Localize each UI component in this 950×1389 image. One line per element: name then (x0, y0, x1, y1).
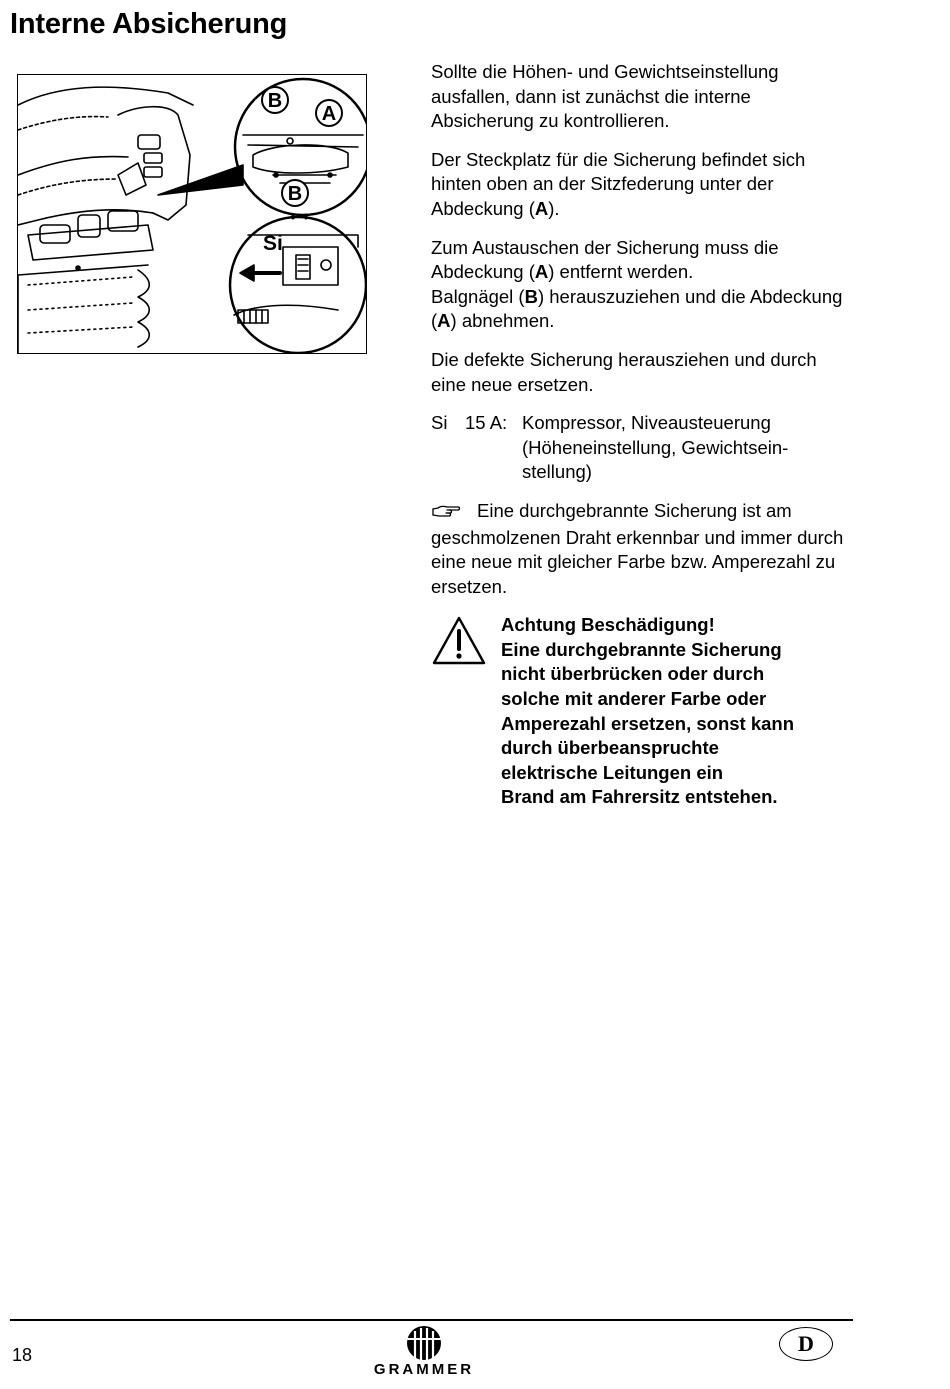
label-b-bottom: B (287, 183, 303, 205)
warning-line: elektrische Leitungen ein (501, 761, 724, 783)
grammer-logo-icon (368, 1325, 480, 1361)
warning-line: Achtung Beschädigung! (501, 614, 715, 636)
brand-name: GRAMMER (373, 1361, 475, 1378)
warning-line: Amperezahl ersetzen, sonst kann (501, 712, 795, 734)
label-a: A (321, 103, 337, 125)
brand-logo (368, 1325, 480, 1381)
label-si: Si (263, 232, 283, 255)
footer-rule (10, 1319, 853, 1321)
fuse-designation: Si (431, 412, 448, 434)
seat-drawing (18, 75, 367, 354)
instructions-column (431, 60, 851, 810)
warning-line: nicht überbrücken oder durch (501, 663, 765, 685)
pointing-hand-icon (431, 501, 467, 526)
intro-paragraph: Sollte die Höhen- und Gewichtseinstellung ausfallen, dann ist zunächst die interne Absicherung zu kontrollieren. (431, 61, 779, 132)
seat-fuse-illustration (17, 74, 367, 354)
replace-paragraph-1: Zum Austauschen der Sicherung muss die Abdeckung (A) entfernt werden. (431, 236, 779, 283)
warning-box (431, 613, 851, 810)
replace-paragraph-2: Balgnägel (B) herauszuziehen und die Abdeckung (A) abnehmen. (431, 285, 843, 332)
hint-paragraph: Eine durchgebrannte Sicherung ist am geschmolzenen Draht erkennbar und immer durch eine neue mit gleicher Farbe bzw. Amperezahl zu ersetzen. (431, 499, 844, 597)
defect-paragraph: Die defekte Sicherung herausziehen und durch eine neue ersetzen. (431, 348, 817, 395)
fuse-rating: 15 A: (465, 412, 508, 434)
warning-line: Brand am Fahrersitz entstehen. (501, 786, 778, 808)
warning-line: Eine durchgebrannte Sicherung (501, 638, 782, 660)
warning-text (501, 613, 794, 810)
language-badge: D (779, 1327, 833, 1361)
warning-triangle-icon (431, 613, 501, 810)
fuse-spec (431, 411, 851, 485)
fuse-description: Kompressor, Niveausteuerung (Höheneinstellung, Gewichtsein-stellung) (522, 412, 789, 483)
page-title: Interne Absicherung (10, 8, 288, 40)
warning-line: durch überbeanspruchte (501, 737, 719, 759)
warning-line: solche mit anderer Farbe oder (501, 688, 767, 710)
label-b-top: B (267, 90, 283, 112)
page-number: 18 (12, 1345, 33, 1365)
location-paragraph: Der Steckplatz für die Sicherung befindet sich hinten oben an der Sitzfederung unter der Abdeckung (A). (431, 148, 806, 219)
